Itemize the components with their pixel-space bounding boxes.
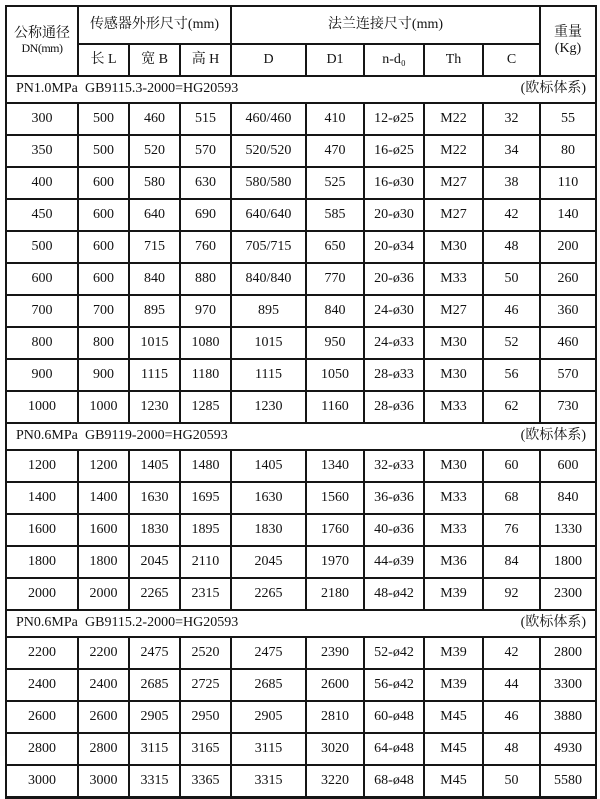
table-row <box>6 391 596 423</box>
table-cell: 580 <box>129 167 180 199</box>
header-weight <box>540 6 596 76</box>
table-cell: 2300 <box>540 578 596 610</box>
table-cell: 64-ø48 <box>364 733 424 765</box>
table-cell: 730 <box>540 391 596 423</box>
table-cell: 20-ø34 <box>364 231 424 263</box>
table-cell: 50 <box>483 263 540 295</box>
table-cell: 2520 <box>180 637 231 669</box>
table-cell: 585 <box>306 199 364 231</box>
table-row <box>6 295 596 327</box>
table-cell: 895 <box>129 295 180 327</box>
table-cell: 3880 <box>540 701 596 733</box>
table-cell: 24-ø33 <box>364 327 424 359</box>
table-cell: 2265 <box>129 578 180 610</box>
table-cell: 3300 <box>540 669 596 701</box>
table-cell: 3220 <box>306 765 364 798</box>
table-cell: 2400 <box>78 669 129 701</box>
table-cell: 3000 <box>78 765 129 798</box>
table-cell: 2475 <box>231 637 306 669</box>
table-cell: 32-ø33 <box>364 450 424 482</box>
section-note: (欧标体系) <box>520 81 586 97</box>
table-cell: 2810 <box>306 701 364 733</box>
table-cell: 2800 <box>6 733 78 765</box>
header-width-b: 宽 B <box>129 44 180 76</box>
table-cell: 650 <box>306 231 364 263</box>
table-cell: 600 <box>78 263 129 295</box>
table-cell: 570 <box>540 359 596 391</box>
header-th: Th <box>424 44 483 76</box>
table-cell: M30 <box>424 231 483 263</box>
table-cell: M27 <box>424 199 483 231</box>
table-cell: 1830 <box>129 514 180 546</box>
table-cell: 600 <box>78 231 129 263</box>
table-cell: 500 <box>6 231 78 263</box>
table-cell: 1160 <box>306 391 364 423</box>
table-cell: 28-ø36 <box>364 391 424 423</box>
header-d1: D1 <box>306 44 364 76</box>
table-cell: 1760 <box>306 514 364 546</box>
table-row <box>6 327 596 359</box>
table-cell: 68-ø48 <box>364 765 424 798</box>
table-cell: 840/840 <box>231 263 306 295</box>
table-row <box>6 637 596 669</box>
table-cell: 580/580 <box>231 167 306 199</box>
table-cell: 48 <box>483 733 540 765</box>
table-cell: 1115 <box>129 359 180 391</box>
table-cell: 460/460 <box>231 103 306 135</box>
table-cell: 2800 <box>540 637 596 669</box>
table-cell: 1080 <box>180 327 231 359</box>
table-row <box>6 701 596 733</box>
table-cell: 20-ø36 <box>364 263 424 295</box>
table-row <box>6 733 596 765</box>
table-cell: 520/520 <box>231 135 306 167</box>
table-cell: 1000 <box>6 391 78 423</box>
table-cell: 3165 <box>180 733 231 765</box>
table-cell: M36 <box>424 546 483 578</box>
header-d: D <box>231 44 306 76</box>
table-cell: 46 <box>483 295 540 327</box>
table-cell: 32 <box>483 103 540 135</box>
table-cell: 705/715 <box>231 231 306 263</box>
table-cell: M22 <box>424 103 483 135</box>
table-cell: 800 <box>6 327 78 359</box>
table-cell: 2800 <box>78 733 129 765</box>
table-cell: 840 <box>129 263 180 295</box>
table-cell: 1015 <box>129 327 180 359</box>
table-cell: M33 <box>424 391 483 423</box>
table-cell: 55 <box>540 103 596 135</box>
section-standard: GB9119-2000=HG20593 <box>85 428 228 444</box>
table-cell: M30 <box>424 450 483 482</box>
table-row <box>6 263 596 295</box>
header-row-groups <box>6 6 596 44</box>
table-cell: 1800 <box>6 546 78 578</box>
table-cell: M39 <box>424 669 483 701</box>
table-cell: 60-ø48 <box>364 701 424 733</box>
table-cell: 1230 <box>231 391 306 423</box>
section-pressure: PN1.0MPa <box>16 81 78 97</box>
section-pressure: PN0.6MPa <box>16 428 78 444</box>
table-cell: 48 <box>483 231 540 263</box>
table-cell: 1405 <box>231 450 306 482</box>
table-cell: 2725 <box>180 669 231 701</box>
table-cell: 5580 <box>540 765 596 798</box>
table-row <box>6 514 596 546</box>
table-cell: M30 <box>424 359 483 391</box>
table-row <box>6 231 596 263</box>
table-cell: 52 <box>483 327 540 359</box>
table-cell: 3000 <box>6 765 78 798</box>
table-cell: M39 <box>424 578 483 610</box>
table-cell: 3115 <box>231 733 306 765</box>
table-cell: M22 <box>424 135 483 167</box>
table-row <box>6 359 596 391</box>
table-row <box>6 765 596 798</box>
table-cell: 42 <box>483 199 540 231</box>
table-cell: 900 <box>78 359 129 391</box>
table-cell: 3315 <box>129 765 180 798</box>
header-height-h: 高 H <box>180 44 231 76</box>
table-cell: M39 <box>424 637 483 669</box>
table-cell: 570 <box>180 135 231 167</box>
table-cell: 1600 <box>6 514 78 546</box>
section-pressure: PN0.6MPa <box>16 615 78 631</box>
table-cell: 700 <box>78 295 129 327</box>
table-cell: 16-ø30 <box>364 167 424 199</box>
table-cell: 500 <box>78 103 129 135</box>
header-row-subcolumns <box>6 44 596 76</box>
table-cell: 760 <box>180 231 231 263</box>
table-cell: 2000 <box>78 578 129 610</box>
table-cell: 52-ø42 <box>364 637 424 669</box>
table-row <box>6 199 596 231</box>
table-cell: 600 <box>540 450 596 482</box>
table-cell: 690 <box>180 199 231 231</box>
table-cell: 410 <box>306 103 364 135</box>
table-cell: 880 <box>180 263 231 295</box>
table-cell: 2045 <box>129 546 180 578</box>
table-cell: 56-ø42 <box>364 669 424 701</box>
section-header-row <box>6 610 596 637</box>
table-cell: 2685 <box>231 669 306 701</box>
table-row <box>6 450 596 482</box>
table-cell: 2905 <box>129 701 180 733</box>
table-cell: 24-ø30 <box>364 295 424 327</box>
table-row <box>6 578 596 610</box>
table-cell: 1230 <box>129 391 180 423</box>
section-note: (欧标体系) <box>520 428 586 444</box>
table-cell: 3115 <box>129 733 180 765</box>
table-cell: 1340 <box>306 450 364 482</box>
table-cell: 2200 <box>6 637 78 669</box>
table-cell: 1630 <box>231 482 306 514</box>
table-cell: 1895 <box>180 514 231 546</box>
header-c: C <box>483 44 540 76</box>
table-cell: 68 <box>483 482 540 514</box>
table-cell: M33 <box>424 263 483 295</box>
table-cell: 3365 <box>180 765 231 798</box>
table-cell: 2600 <box>306 669 364 701</box>
table-cell: 950 <box>306 327 364 359</box>
header-sensor-group: 传感器外形尺寸(mm) <box>78 6 231 44</box>
table-cell: 28-ø33 <box>364 359 424 391</box>
table-cell: 2110 <box>180 546 231 578</box>
table-row <box>6 546 596 578</box>
table-cell: 76 <box>483 514 540 546</box>
table-cell: 62 <box>483 391 540 423</box>
table-row <box>6 167 596 199</box>
table-cell: 1400 <box>78 482 129 514</box>
table-cell: 460 <box>540 327 596 359</box>
table-cell: 600 <box>6 263 78 295</box>
table-cell: 2045 <box>231 546 306 578</box>
table-cell: 42 <box>483 637 540 669</box>
table-cell: M45 <box>424 701 483 733</box>
table-cell: 2950 <box>180 701 231 733</box>
table-cell: 470 <box>306 135 364 167</box>
table-cell: M33 <box>424 482 483 514</box>
table-cell: 16-ø25 <box>364 135 424 167</box>
table-cell: 38 <box>483 167 540 199</box>
table-cell: 1285 <box>180 391 231 423</box>
table-cell: 360 <box>540 295 596 327</box>
header-dn <box>6 6 78 76</box>
table-cell: 715 <box>129 231 180 263</box>
table-cell: 34 <box>483 135 540 167</box>
table-cell: 1330 <box>540 514 596 546</box>
table-cell: 200 <box>540 231 596 263</box>
table-cell: 1560 <box>306 482 364 514</box>
header-flange-group: 法兰连接尺寸(mm) <box>231 6 540 44</box>
table-cell: 260 <box>540 263 596 295</box>
table-cell: 110 <box>540 167 596 199</box>
table-cell: 1830 <box>231 514 306 546</box>
table-cell: 600 <box>78 167 129 199</box>
section-header-row <box>6 423 596 450</box>
table-cell: 970 <box>180 295 231 327</box>
table-cell: 1695 <box>180 482 231 514</box>
table-cell: 2315 <box>180 578 231 610</box>
table-cell: 400 <box>6 167 78 199</box>
table-cell: 60 <box>483 450 540 482</box>
table-cell: 2200 <box>78 637 129 669</box>
table-cell: 2400 <box>6 669 78 701</box>
table-cell: 44 <box>483 669 540 701</box>
table-cell: 520 <box>129 135 180 167</box>
table-cell: M45 <box>424 733 483 765</box>
table-cell: 1800 <box>540 546 596 578</box>
table-cell: 4930 <box>540 733 596 765</box>
table-cell: 895 <box>231 295 306 327</box>
table-cell: 630 <box>180 167 231 199</box>
table-cell: 1405 <box>129 450 180 482</box>
table-cell: 3315 <box>231 765 306 798</box>
table-cell: M27 <box>424 295 483 327</box>
table-cell: 460 <box>129 103 180 135</box>
table-cell: M33 <box>424 514 483 546</box>
table-row <box>6 135 596 167</box>
header-weight-unit: (Kg) <box>554 41 582 56</box>
table-cell: 1200 <box>78 450 129 482</box>
table-row <box>6 103 596 135</box>
table-cell: 56 <box>483 359 540 391</box>
table-cell: 2180 <box>306 578 364 610</box>
table-cell: M45 <box>424 765 483 798</box>
table-cell: 1600 <box>78 514 129 546</box>
table-cell: 450 <box>6 199 78 231</box>
table-cell: 640 <box>129 199 180 231</box>
table-cell: 46 <box>483 701 540 733</box>
section-standard: GB9115.2-2000=HG20593 <box>85 615 239 631</box>
table-cell: 500 <box>78 135 129 167</box>
table-cell: 2685 <box>129 669 180 701</box>
header-length-l: 长 L <box>78 44 129 76</box>
table-cell: 1480 <box>180 450 231 482</box>
table-cell: 640/640 <box>231 199 306 231</box>
table-cell: 515 <box>180 103 231 135</box>
table-cell: 84 <box>483 546 540 578</box>
table-cell: 44-ø39 <box>364 546 424 578</box>
table-cell: M30 <box>424 327 483 359</box>
table-cell: 2265 <box>231 578 306 610</box>
table-cell: 1400 <box>6 482 78 514</box>
spec-table-body <box>6 76 596 798</box>
table-cell: 2475 <box>129 637 180 669</box>
table-cell: 50 <box>483 765 540 798</box>
table-cell: 1180 <box>180 359 231 391</box>
header-dn-title: 公称通径 <box>14 26 70 42</box>
table-row <box>6 669 596 701</box>
table-cell: 2600 <box>78 701 129 733</box>
table-cell: 2905 <box>231 701 306 733</box>
table-cell: 840 <box>306 295 364 327</box>
header-n-d0: n-d₀ <box>364 44 424 76</box>
table-cell: 770 <box>306 263 364 295</box>
section-standard: GB9115.3-2000=HG20593 <box>85 81 239 97</box>
table-cell: 80 <box>540 135 596 167</box>
table-cell: M27 <box>424 167 483 199</box>
table-cell: 2390 <box>306 637 364 669</box>
table-cell: 40-ø36 <box>364 514 424 546</box>
table-row <box>6 482 596 514</box>
table-cell: 1800 <box>78 546 129 578</box>
table-cell: 2000 <box>6 578 78 610</box>
table-cell: 525 <box>306 167 364 199</box>
table-cell: 3020 <box>306 733 364 765</box>
table-cell: 600 <box>78 199 129 231</box>
table-cell: 700 <box>6 295 78 327</box>
table-cell: 92 <box>483 578 540 610</box>
table-cell: 840 <box>540 482 596 514</box>
table-cell: 1630 <box>129 482 180 514</box>
table-cell: 1200 <box>6 450 78 482</box>
table-cell: 800 <box>78 327 129 359</box>
table-cell: 140 <box>540 199 596 231</box>
table-cell: 12-ø25 <box>364 103 424 135</box>
header-dn-unit: DN(mm) <box>21 41 63 56</box>
table-cell: 48-ø42 <box>364 578 424 610</box>
table-cell: 900 <box>6 359 78 391</box>
table-cell: 1050 <box>306 359 364 391</box>
spec-table-head <box>6 6 596 76</box>
header-weight-title: 重量 <box>554 24 582 40</box>
table-cell: 1970 <box>306 546 364 578</box>
table-cell: 1000 <box>78 391 129 423</box>
section-note: (欧标体系) <box>520 615 586 631</box>
table-cell: 36-ø36 <box>364 482 424 514</box>
table-cell: 300 <box>6 103 78 135</box>
table-cell: 1115 <box>231 359 306 391</box>
table-cell: 1015 <box>231 327 306 359</box>
section-header-row <box>6 76 596 103</box>
table-cell: 350 <box>6 135 78 167</box>
table-cell: 2600 <box>6 701 78 733</box>
table-cell: 20-ø30 <box>364 199 424 231</box>
spec-table <box>5 5 597 799</box>
